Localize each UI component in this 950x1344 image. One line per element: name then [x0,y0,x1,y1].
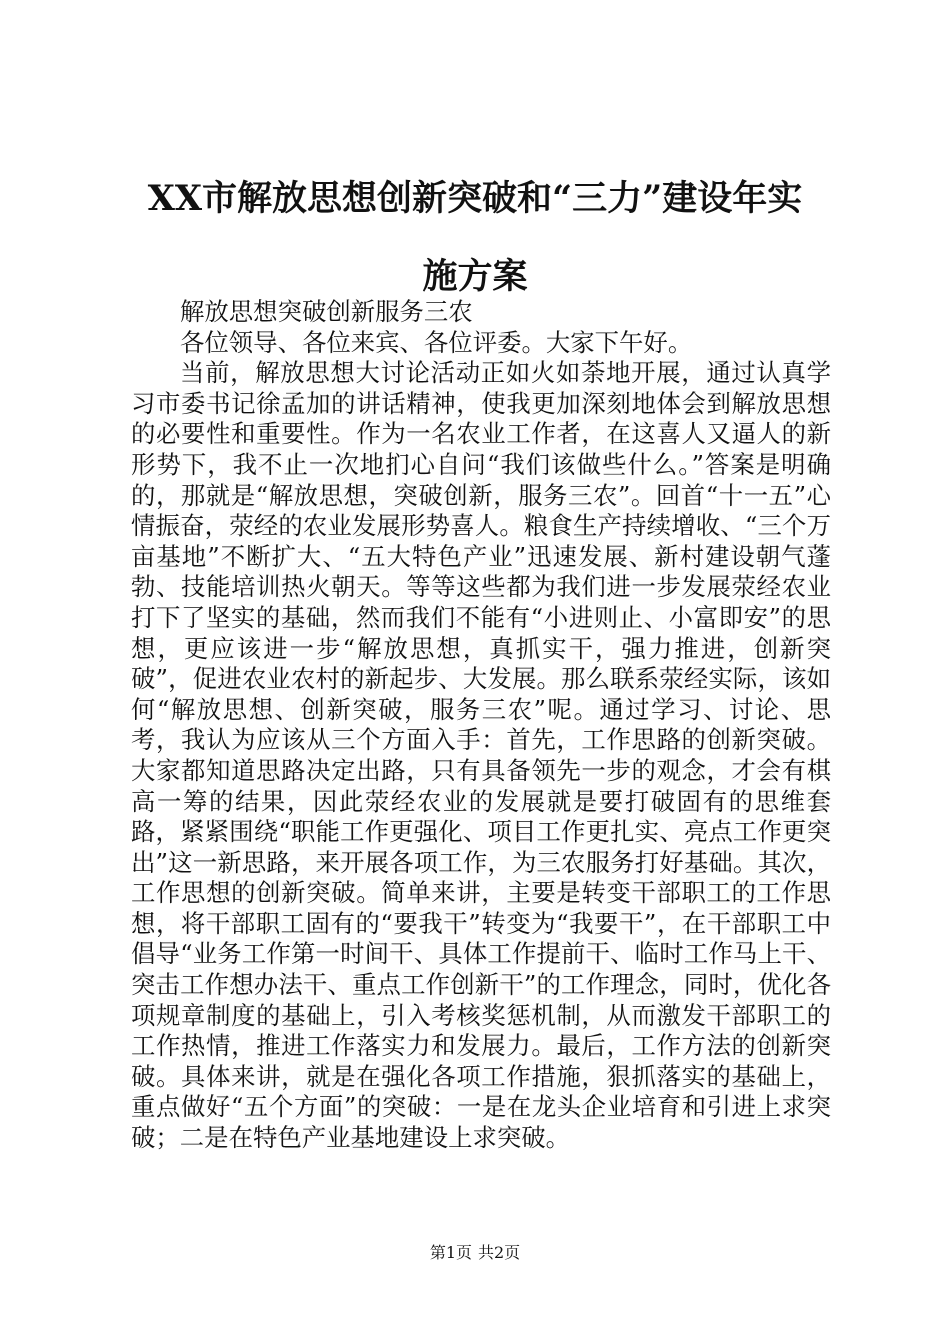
subtitle-paragraph: 解放思想突破创新服务三农 [180,297,473,326]
page-number-total: 共2页 [478,1243,521,1262]
page-footer [0,1243,950,1263]
document-body [131,297,831,1154]
document-title-line-1: XX市解放思想创新突破和“三力”建设年实 [147,178,803,219]
greeting-paragraph: 各位领导、各位来宾、各位评委。大家下午好。 [180,327,693,357]
document-title-line-2: 施方案 [422,256,528,297]
document-title [100,160,850,316]
body-paragraph: 当前，解放思想大讨论活动正如火如荼地开展，通过认真学习市委书记徐孟加的讲话精神，使我更加深刻地体会到解放思想的必要性和重要性。作为一名农业工作者，在这喜人又逼人的新形势下，我不止一次地扪心自问“我们该做些什么。”答案是明确的，那就是“解放思想，突破创新，服务三农”。回首“十一五”心情振奋，荥经的农业发展形势喜人。粮食生产持续增收、“三个万亩基地”不断扩大、“五大特色产业”迅速发展、新村建设朝气蓬勃、技能培训热火朝天。等等这些都为我们进一步发展荥经农业打下了坚实的基础，然而我们不能有“小进则止、小富即安”的思想，更应该进一步“解放思想，真抓实干，强力推进，创新突破”，促进农业农村的新起步、大发展。那么联系荥经实际，该如何“解放思想、创新突破，服务三农”呢。通过学习、讨论、思考，我认为应该从三个方面入手：首先，工作思路的创新突破。大家都知道思路决定出路，只有具备领先一步的观念，才会有棋高一筹的结果，因此荥经农业的发展就是要打破固有的思维套路，紧紧围绕“职能工作更强化、项目工作更扎实、亮点工作更突出”这一新思路，来开展各项工作，为三农服务打好基础。其次，工作思想的创新突破。简单来讲，主要是转变干部职工的工作思想，将干部职工固有的“要我干”转变为“我要干”，在干部职工中倡导“业务工作第一时间干、具体工作提前干、临时工作马上干、突击工作想办法干、重点工作创新干”的工作理念，同时，优化各项规章制度的基础上，引入考核奖惩机制，从而激发干部职工的工作热情，推进工作落实力和发展力。最后，工作方法的创新突破。具体来讲，就是在强化各项工作措施，狠抓落实的基础上，重点做好“五个方面”的突破：一是在龙头企业培育和引进上求突破；二是在特色产业基地建设上求突破。 [131,358,831,1153]
page-number-current: 第1页 [429,1243,472,1262]
